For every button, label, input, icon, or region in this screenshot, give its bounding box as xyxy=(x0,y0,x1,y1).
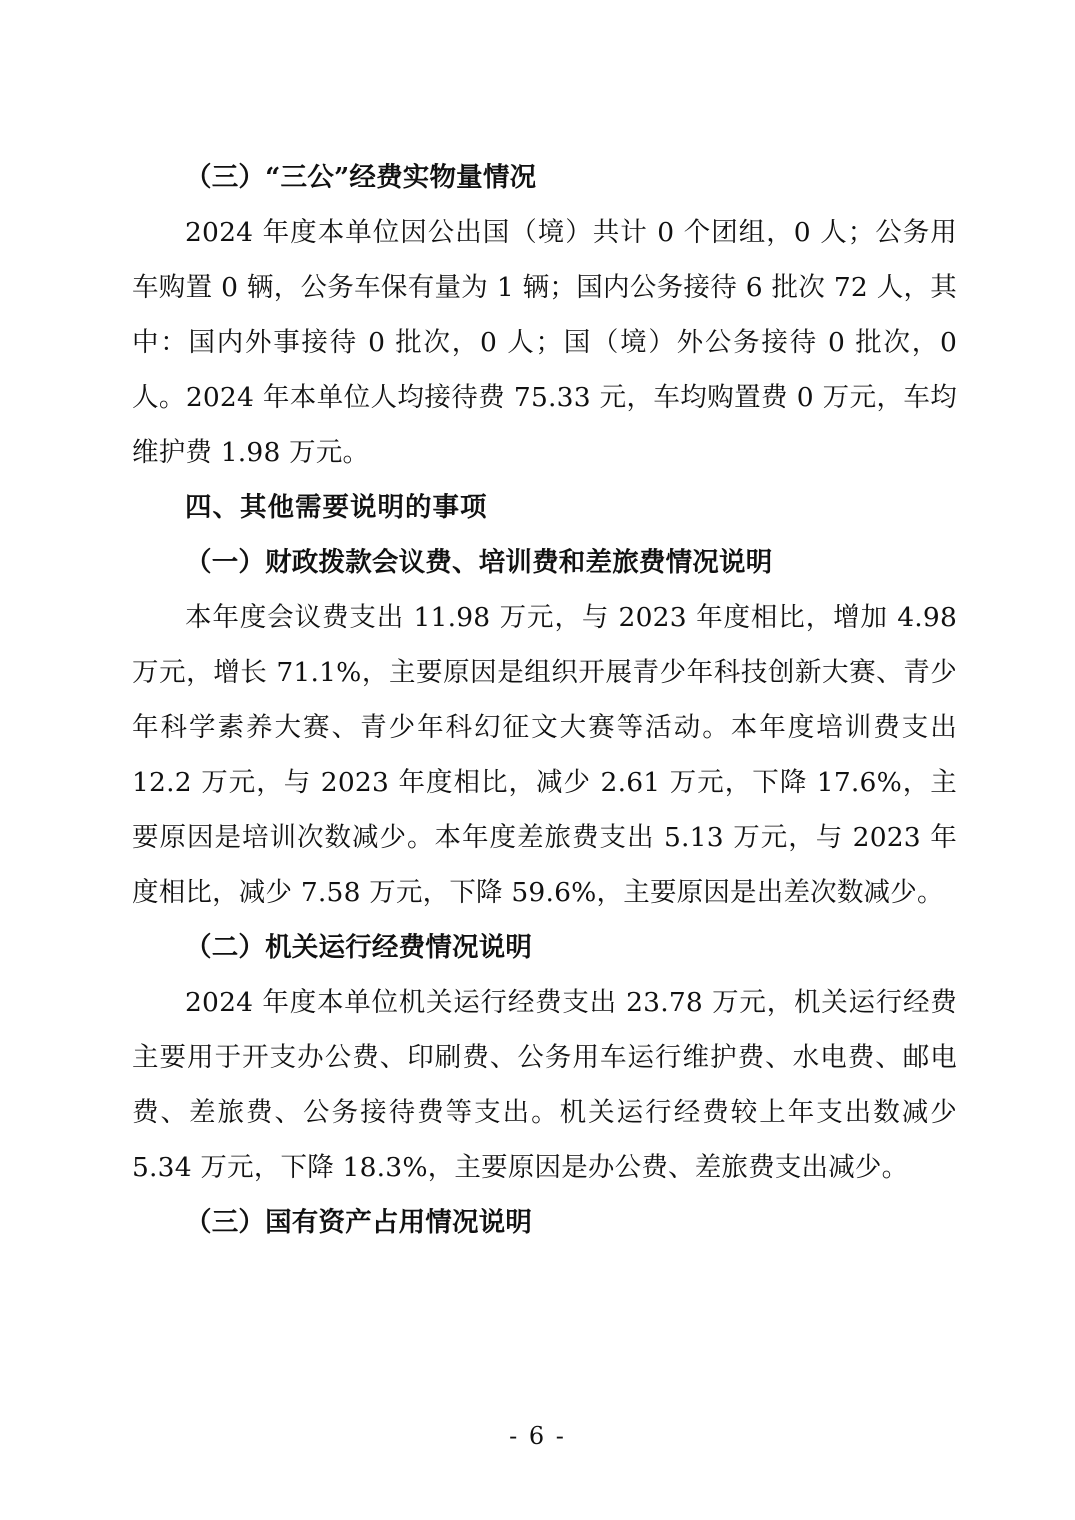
section-heading-state-owned-assets: （三）国有资产占用情况说明 xyxy=(185,1207,533,1238)
paragraph-meeting-training-travel-detail: 本年度会议费支出 11.98 万元，与 2023 年度相比，增加 4.98 万元，增长 71.1%，主要原因是组织开展青少年科技创新大赛、青少年科学素养大赛、青少年科幻征文大赛等活动。本年度培训费支出 12.2 万元，与 2023 年度相比，减少 2.61 万元，下降 17.6%，主要原因是培训次数减少。本年度差旅费支出 5.13 万元，与 2023 年度相比，减少 7.58 万元，下降 59.6%，主要原因是出差次数减少。 xyxy=(132,602,957,908)
paragraph-agency-operating-expenses-detail: 2024 年度本单位机关运行经费支出 23.78 万元，机关运行经费主要用于开支办公费、印刷费、公务用车运行维护费、水电费、邮电费、差旅费、公务接待费等支出。机关运行经费较上年支出数减少 5.34 万元，下降 18.3%，主要原因是办公费、差旅费支出减少。 xyxy=(132,987,957,1183)
section-heading-agency-operating-expenses: （二）机关运行经费情况说明 xyxy=(185,932,533,963)
section-heading-three-public-expenses: （三）“三公”经费实物量情况 xyxy=(185,162,537,193)
paragraph-three-public-expenses-detail: 2024 年度本单位因公出国（境）共计 0 个团组，0 人；公务用车购置 0 辆，公务车保有量为 1 辆；国内公务接待 6 批次 72 人，其中：国内外事接待 0 批次，0 人；国（境）外公务接待 0 批次，0 人。2024 年本单位人均接待费 75.33 元，车均购置费 0 万元，车均维护费 1.98 万元。 xyxy=(132,217,957,468)
section-heading-meeting-training-travel: （一）财政拨款会议费、培训费和差旅费情况说明 xyxy=(185,547,773,578)
document-body xyxy=(132,150,957,1250)
section-heading-other-matters: 四、其他需要说明的事项 xyxy=(185,492,488,523)
page-number: - 6 - xyxy=(509,1422,566,1450)
